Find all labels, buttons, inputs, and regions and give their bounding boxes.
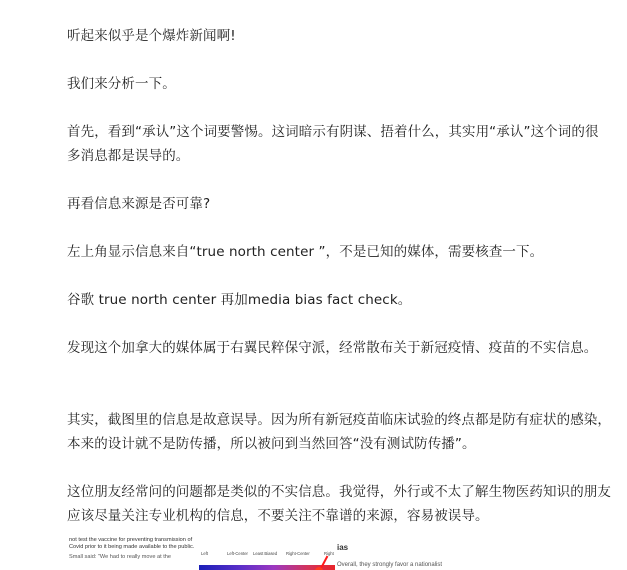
paragraph: 再看信息来源是否可靠?: [67, 196, 211, 212]
bias-label-least-biased: Least Biased: [253, 551, 278, 556]
paragraph: 谷歌 true north center 再加media bias fact check。: [67, 292, 412, 308]
paragraph: 首先，看到“承认”这个词要警惕。这词暗示有阴谋、捂着什么，其实用“承认”这个词的很多消息都是误导的。: [67, 124, 599, 164]
excerpt-text: not test the vaccine for preventing transmission of Covid prior to it being made available to the public.: [69, 537, 195, 550]
bias-scale-labels: [199, 551, 335, 557]
bias-summary: [337, 543, 467, 569]
bias-note: Overall, they strongly favor a nationalist: [337, 562, 443, 568]
news-excerpt: [69, 537, 195, 561]
paragraph: 左上角显示信息来自“true north center ”，不是已知的媒体，需要核查一下。: [67, 244, 544, 260]
paragraph: 其实，截图里的信息是故意误导。因为所有新冠疫苗临床试验的终点都是防有症状的感染，本来的设计就不是防传播，所以被问到当然回答“没有测试防传播”。: [67, 412, 611, 452]
excerpt-text-cut: Small said: "We had to really move at the: [69, 554, 171, 560]
bias-label-left-center: Left-Center: [227, 551, 248, 556]
bias-label-right-center: Right-Center: [286, 551, 310, 556]
bias-heading: ias: [337, 543, 349, 552]
paragraph: 我们来分析一下。: [67, 76, 176, 92]
paragraph: 发现这个加拿大的媒体属于右翼民粹保守派，经常散布关于新冠疫情、疫苗的不实信息。: [67, 340, 598, 356]
bias-label-right: Right: [324, 551, 334, 556]
paragraph: 听起来似乎是个爆炸新闻啊!: [67, 28, 236, 44]
bias-label-left: Left: [201, 551, 208, 556]
media-bias-meter: [199, 551, 335, 570]
paragraph: 这位朋友经常问的问题都是类似的不实信息。我觉得，外行或不太了解生物医药知识的朋友应该尽量关注专业机构的信息，不要关注不靠谱的来源，容易被误导。: [67, 484, 611, 524]
embedded-screenshot[interactable]: [67, 537, 467, 570]
